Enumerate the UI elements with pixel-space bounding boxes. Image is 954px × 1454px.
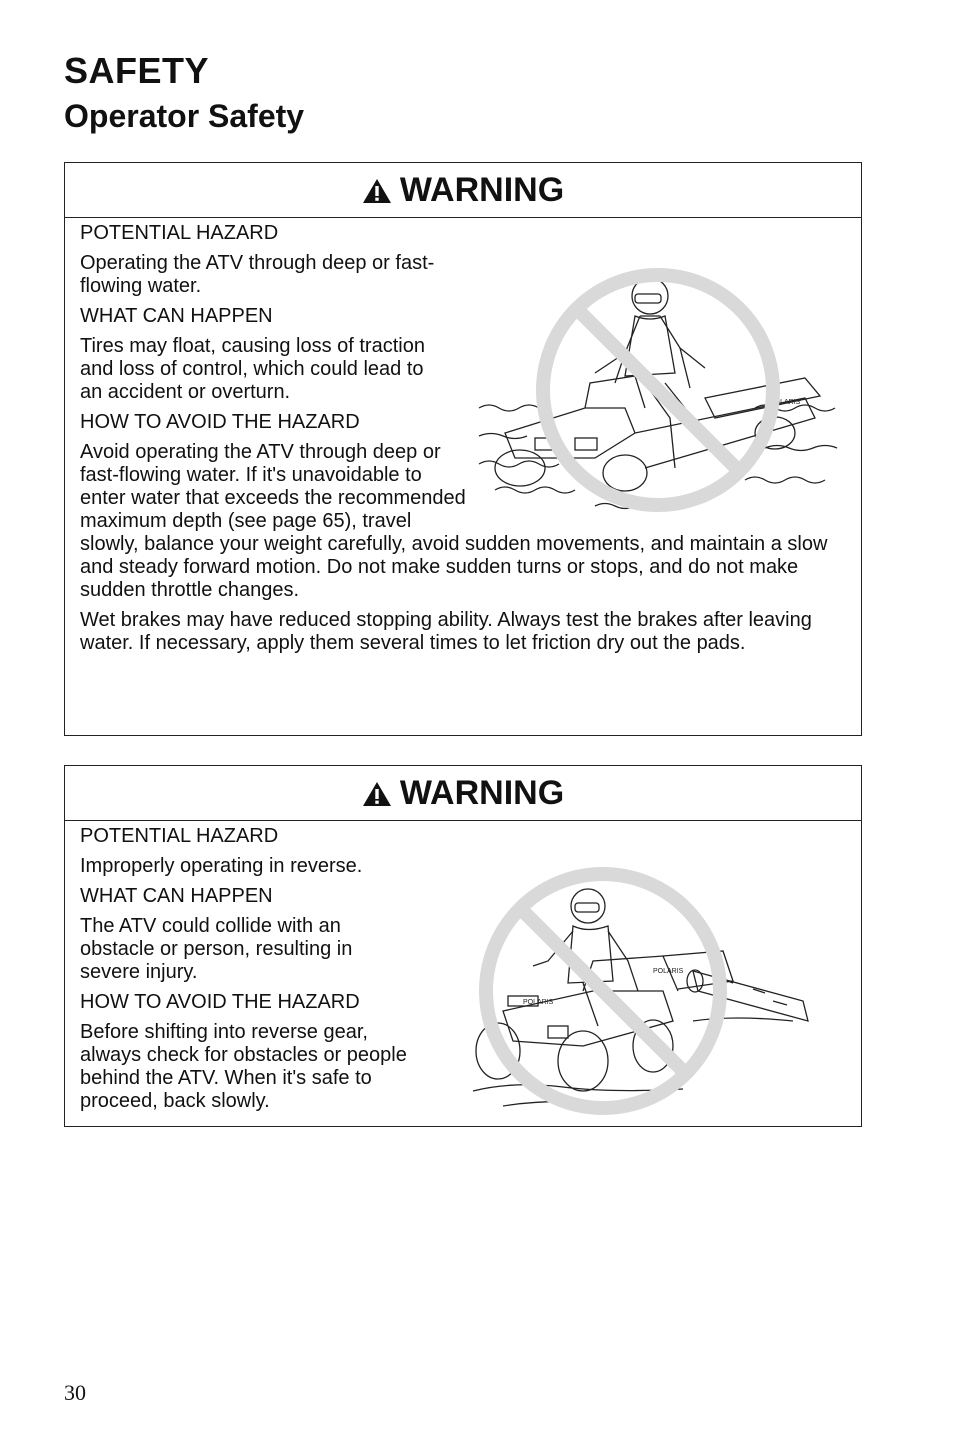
how-to-avoid-label: HOW TO AVOID THE HAZARD (80, 411, 360, 433)
potential-hazard-text: Operating the ATV through deep or fast-flowing water. (80, 252, 435, 297)
warning-body (65, 218, 861, 655)
potential-hazard-text: Improperly operating in reverse. (80, 855, 363, 877)
warning-triangle-icon (362, 178, 392, 204)
brand-decal: POLARIS (523, 999, 554, 1006)
wet-brakes-text: Wet brakes may have reduced stopping ability. Always test the brakes after leaving water. If necessary, apply them several times to let friction dry out the pads. (80, 609, 812, 654)
warning-header (65, 766, 861, 821)
warning-heading: WARNING (399, 170, 565, 209)
brand-decal: POLARIS (770, 399, 801, 406)
warning-box-reverse (64, 765, 862, 1127)
potential-hazard-label: POTENTIAL HAZARD (80, 222, 279, 244)
what-can-happen-text: The ATV could collide with an obstacle or person, resulting in severe injury. (80, 915, 353, 983)
page-number: 30 (64, 1380, 86, 1405)
how-to-avoid-text: Before shifting into reverse gear, always check for obstacles or people behind the ATV. When it's safe to proceed, back slowly. (80, 1021, 407, 1112)
how-to-avoid-text: Avoid operating the ATV through deep or fast-flowing water. If it's unavoidable to enter water that exceeds the recommended maximum depth (see page 65), travel slowly, balance your weight carefully, avoid sudden movements, and maintain a slow and steady forward motion. Do not make sudden turns or stops, and do not make sudden throttle changes. (80, 441, 828, 601)
what-can-happen-label: WHAT CAN HAPPEN (80, 885, 273, 907)
warning-body (65, 821, 861, 1113)
brand-decal: POLARIS (653, 968, 684, 975)
how-to-avoid-label: HOW TO AVOID THE HAZARD (80, 991, 360, 1013)
warning-header (65, 163, 861, 218)
warning-heading: WARNING (399, 773, 565, 812)
what-can-happen-text: Tires may float, causing loss of traction and loss of control, which could lead to an accident or overturn. (80, 335, 425, 403)
section-title: SAFETY (64, 50, 210, 91)
atv-water-prohibited-illustration (475, 258, 841, 518)
warning-triangle-icon (362, 781, 392, 807)
atv-reverse-prohibited-illustration (463, 861, 823, 1121)
section-subtitle: Operator Safety (64, 98, 305, 134)
warning-box-water (64, 162, 862, 736)
potential-hazard-label: POTENTIAL HAZARD (80, 825, 279, 847)
what-can-happen-label: WHAT CAN HAPPEN (80, 305, 273, 327)
